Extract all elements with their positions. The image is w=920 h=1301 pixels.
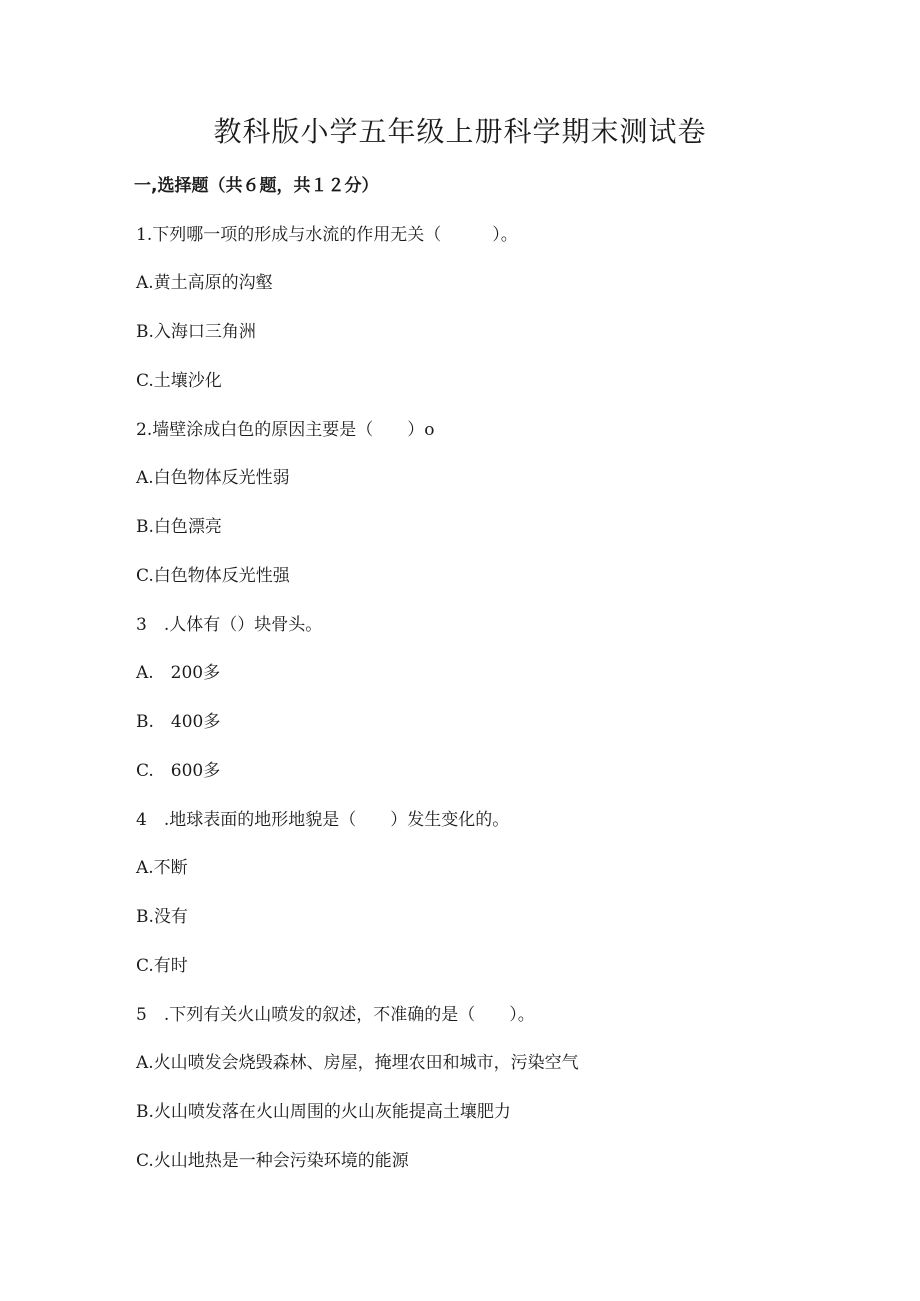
question-3-option-b: B. 400多 [136,712,221,732]
question-2-stem: 2.墙壁涂成白色的原因主要是（ ）o [136,420,435,440]
question-4-stem: 4 .地球表面的地形地貌是（ ）发生变化的。 [136,810,510,830]
question-2-option-a: A.白色物体反光性弱 [136,468,290,488]
question-1-option-a: A.黄土高原的沟壑 [136,273,273,293]
question-4-option-b: B.没有 [136,907,188,927]
section-heading: 一,选择题（共６题，共１２分） [134,176,379,196]
question-4-option-a: A.不断 [136,858,188,878]
question-2-option-b: B.白色漂亮 [136,517,222,537]
question-5-option-c: C.火山地热是一种会污染环境的能源 [136,1151,409,1171]
question-3-stem: 3 .人体有（）块骨头。 [136,615,323,635]
question-1-option-c: C.土壤沙化 [136,371,222,391]
page-title: 教科版小学五年级上册科学期末测试卷 [213,115,707,148]
question-3-option-c: C. 600多 [136,761,221,781]
question-2-option-c: C.白色物体反光性强 [136,566,290,586]
question-1-option-b: B.入海口三角洲 [136,322,256,342]
question-5-option-a: A.火山喷发会烧毁森林、房屋，掩埋农田和城市，污染空气 [136,1053,579,1073]
question-3-option-a: A. 200多 [136,663,221,683]
question-5-option-b: B.火山喷发落在火山周围的火山灰能提高土壤肥力 [136,1102,511,1122]
question-5-stem: 5 .下列有关火山喷发的叙述，不准确的是（ ）。 [136,1005,535,1025]
question-1-stem: 1.下列哪一项的形成与水流的作用无关（ ）。 [136,225,518,245]
question-4-option-c: C.有时 [136,956,188,976]
